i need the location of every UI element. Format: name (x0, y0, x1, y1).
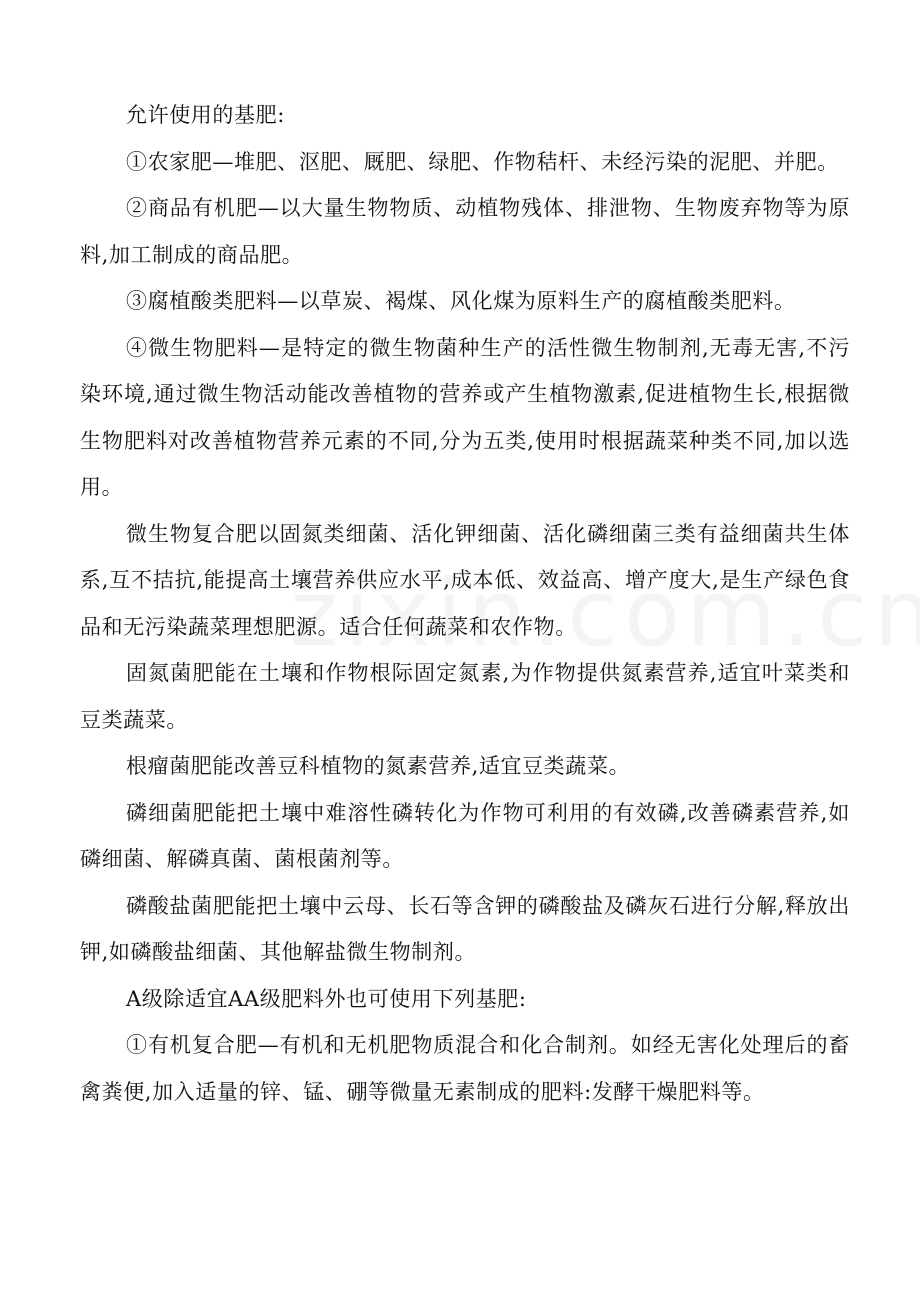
document-body (80, 92, 850, 1115)
paragraph-microbial-compound: 微生物复合肥以固氮类细菌、活化钾细菌、活化磷细菌三类有益细菌共生体系,互不拮抗,能提高土壤营养供应水平,成本低、效益高、增产度大,是生产绿色食品和无污染蔬菜理想肥源。适合任何蔬菜和农作物。 (80, 521, 850, 639)
paragraph-rhizobium: 根瘤菌肥能改善豆科植物的氮素营养,适宜豆类蔬菜。 (126, 754, 631, 778)
paragraph-humic-acid: ③腐植酸类肥料—以草炭、褐煤、风化煤为原料生产的腐植酸类肥料。 (126, 289, 796, 313)
paragraph-commercial-organic: ②商品有机肥—以大量生物物质、动植物残体、排泄物、生物废弃物等为原料,加工制成的商品肥。 (80, 196, 850, 267)
paragraph-grade-a: A级除适宜AA级肥料外也可使用下列基肥: (126, 986, 527, 1011)
paragraph-farmyard-manure: ①农家肥—堆肥、沤肥、厩肥、绿肥、作物秸杆、未经污染的泥肥、并肥。 (126, 149, 839, 174)
paragraph-allowed-base-fertilizers: 允许使用的基肥: (126, 103, 285, 127)
paragraph-microbial-fertilizer: ④微生物肥料—是特定的微生物菌种生产的活性微生物制剂,无毒无害,不污染环境,通过微生物活动能改善植物的营养或产生植物激素,促进植物生长,根据微生物肥料对改善植物营养元素的不同,分为五类,使用时根据蔬菜种类不同,加以选用。 (80, 335, 850, 499)
paragraph-organic-compound: ①有机复合肥—有机和无机肥物质混合和化合制剂。如经无害化处理后的畜禽粪便,加入适量的锌、锰、硼等微量无素制成的肥料:发酵干燥肥料等。 (80, 1033, 850, 1104)
paragraph-nitrogen-fixing: 固氮菌肥能在土壤和作物根际固定氮素,为作物提供氮素营养,适宜叶菜类和豆类蔬菜。 (80, 661, 850, 732)
paragraph-phosphorus-bacteria: 磷细菌肥能把土壤中难溶性磷转化为作物可利用的有效磷,改善磷素营养,如磷细菌、解磷真菌、菌根菌剂等。 (80, 800, 850, 871)
paragraph-phosphate-bacteria: 磷酸盐菌肥能把土壤中云母、长石等含钾的磷酸盐及磷灰石进行分解,释放出钾,如磷酸盐细菌、其他解盐微生物制剂。 (80, 893, 850, 964)
